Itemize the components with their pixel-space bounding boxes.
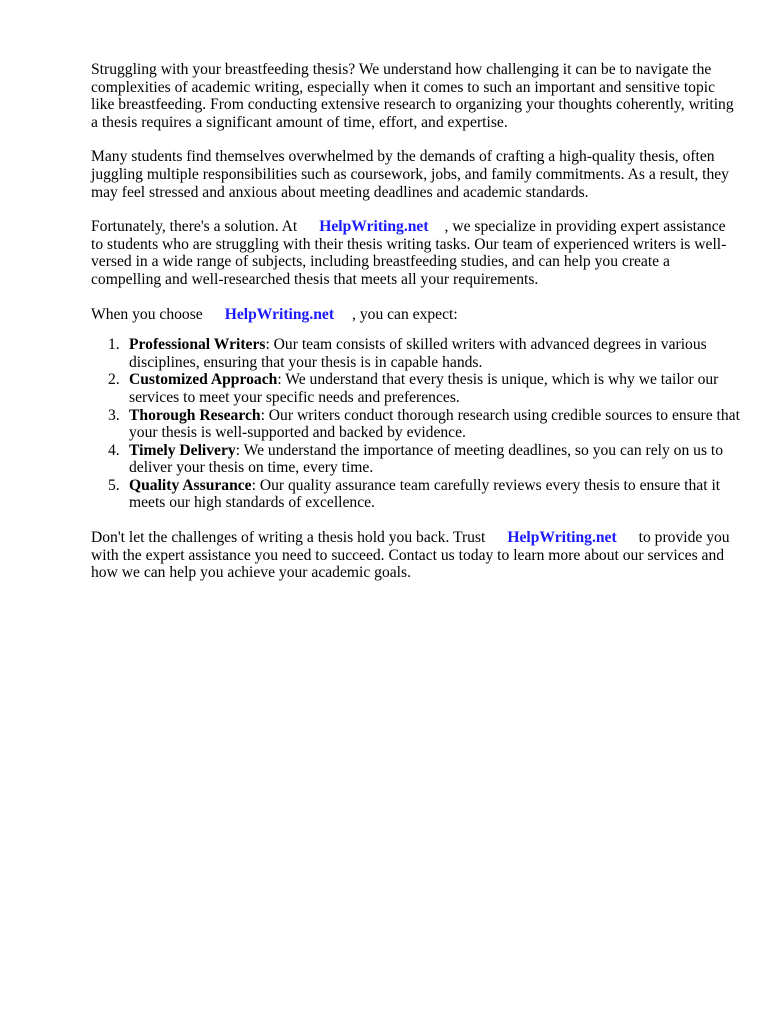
choose-paragraph — [91, 306, 741, 324]
list-item — [91, 407, 741, 442]
helpwriting-link[interactable]: HelpWriting.net — [507, 529, 617, 547]
solution-paragraph — [91, 218, 741, 288]
solution-text-before: Fortunately, there's a solution. At — [91, 218, 298, 236]
list-number: 1. — [108, 336, 120, 354]
feature-text: : We understand the importance of meeting deadlines, so you can rely on us to deliver your thesis on time, every time. — [129, 441, 724, 477]
list-number: 2. — [108, 371, 120, 389]
intro-paragraph: Struggling with your breastfeeding thesis? We understand how challenging it can be to navigate the complexities of academic writing, especially when it comes to such an important and sensitive topic like breastfeeding. From conducting extensive research to organizing your thoughts coherently, writing a thesis requires a significant amount of time, effort, and expertise. — [91, 61, 734, 131]
list-number: 3. — [108, 406, 120, 424]
document-page — [91, 61, 741, 582]
helpwriting-link[interactable]: HelpWriting.net — [319, 218, 429, 236]
list-item — [91, 371, 741, 406]
feature-title: Professional Writers — [129, 336, 266, 354]
closing-text-before: Don't let the challenges of writing a thesis hold you back. Trust — [91, 529, 486, 547]
closing-paragraph — [91, 529, 741, 582]
closing-text-after: to provide you with the expert assistance you need to succeed. Contact us today to learn more about our services and how we can help you achieve your academic goals. — [91, 529, 730, 582]
solution-text-after: , we specialize in providing expert assistance to students who are struggling with their thesis writing tasks. Our team of experienced writers is well-versed in a wide range of subjects, including breastfeeding studies, and can help you create a compelling and well-researched thesis that meets all your requirements. — [91, 218, 727, 288]
feature-title: Timely Delivery — [129, 441, 236, 459]
feature-text: : Our team consists of skilled writers with advanced degrees in various disciplines, ensuring that your thesis is in capable hands. — [129, 336, 707, 371]
list-item — [91, 477, 741, 512]
feature-title: Quality Assurance — [129, 476, 252, 494]
feature-title: Thorough Research — [129, 406, 261, 424]
feature-text: : Our quality assurance team carefully reviews every thesis to ensure that it meets our high standards of excellence. — [129, 476, 721, 512]
list-number: 4. — [108, 441, 120, 459]
choose-text-after: , you can expect: — [352, 305, 458, 323]
feature-text: : Our writers conduct thorough research using credible sources to ensure that your thesis is well-supported and backed by evidence. — [129, 406, 740, 442]
list-number: 5. — [108, 476, 120, 494]
feature-text: : We understand that every thesis is unique, which is why we tailor our services to meet your specific needs and preferences. — [129, 371, 719, 406]
feature-list — [91, 336, 741, 512]
list-item — [91, 336, 741, 371]
list-item — [91, 442, 741, 477]
overwhelm-paragraph: Many students find themselves overwhelmed by the demands of crafting a high-quality thesis, often juggling multiple responsibilities such as coursework, jobs, and family commitments. As a result, they may feel stressed and anxious about meeting deadlines and academic standards. — [91, 148, 729, 201]
feature-title: Customized Approach — [129, 371, 278, 389]
choose-text-before: When you choose — [91, 305, 203, 323]
helpwriting-link[interactable]: HelpWriting.net — [224, 305, 335, 323]
